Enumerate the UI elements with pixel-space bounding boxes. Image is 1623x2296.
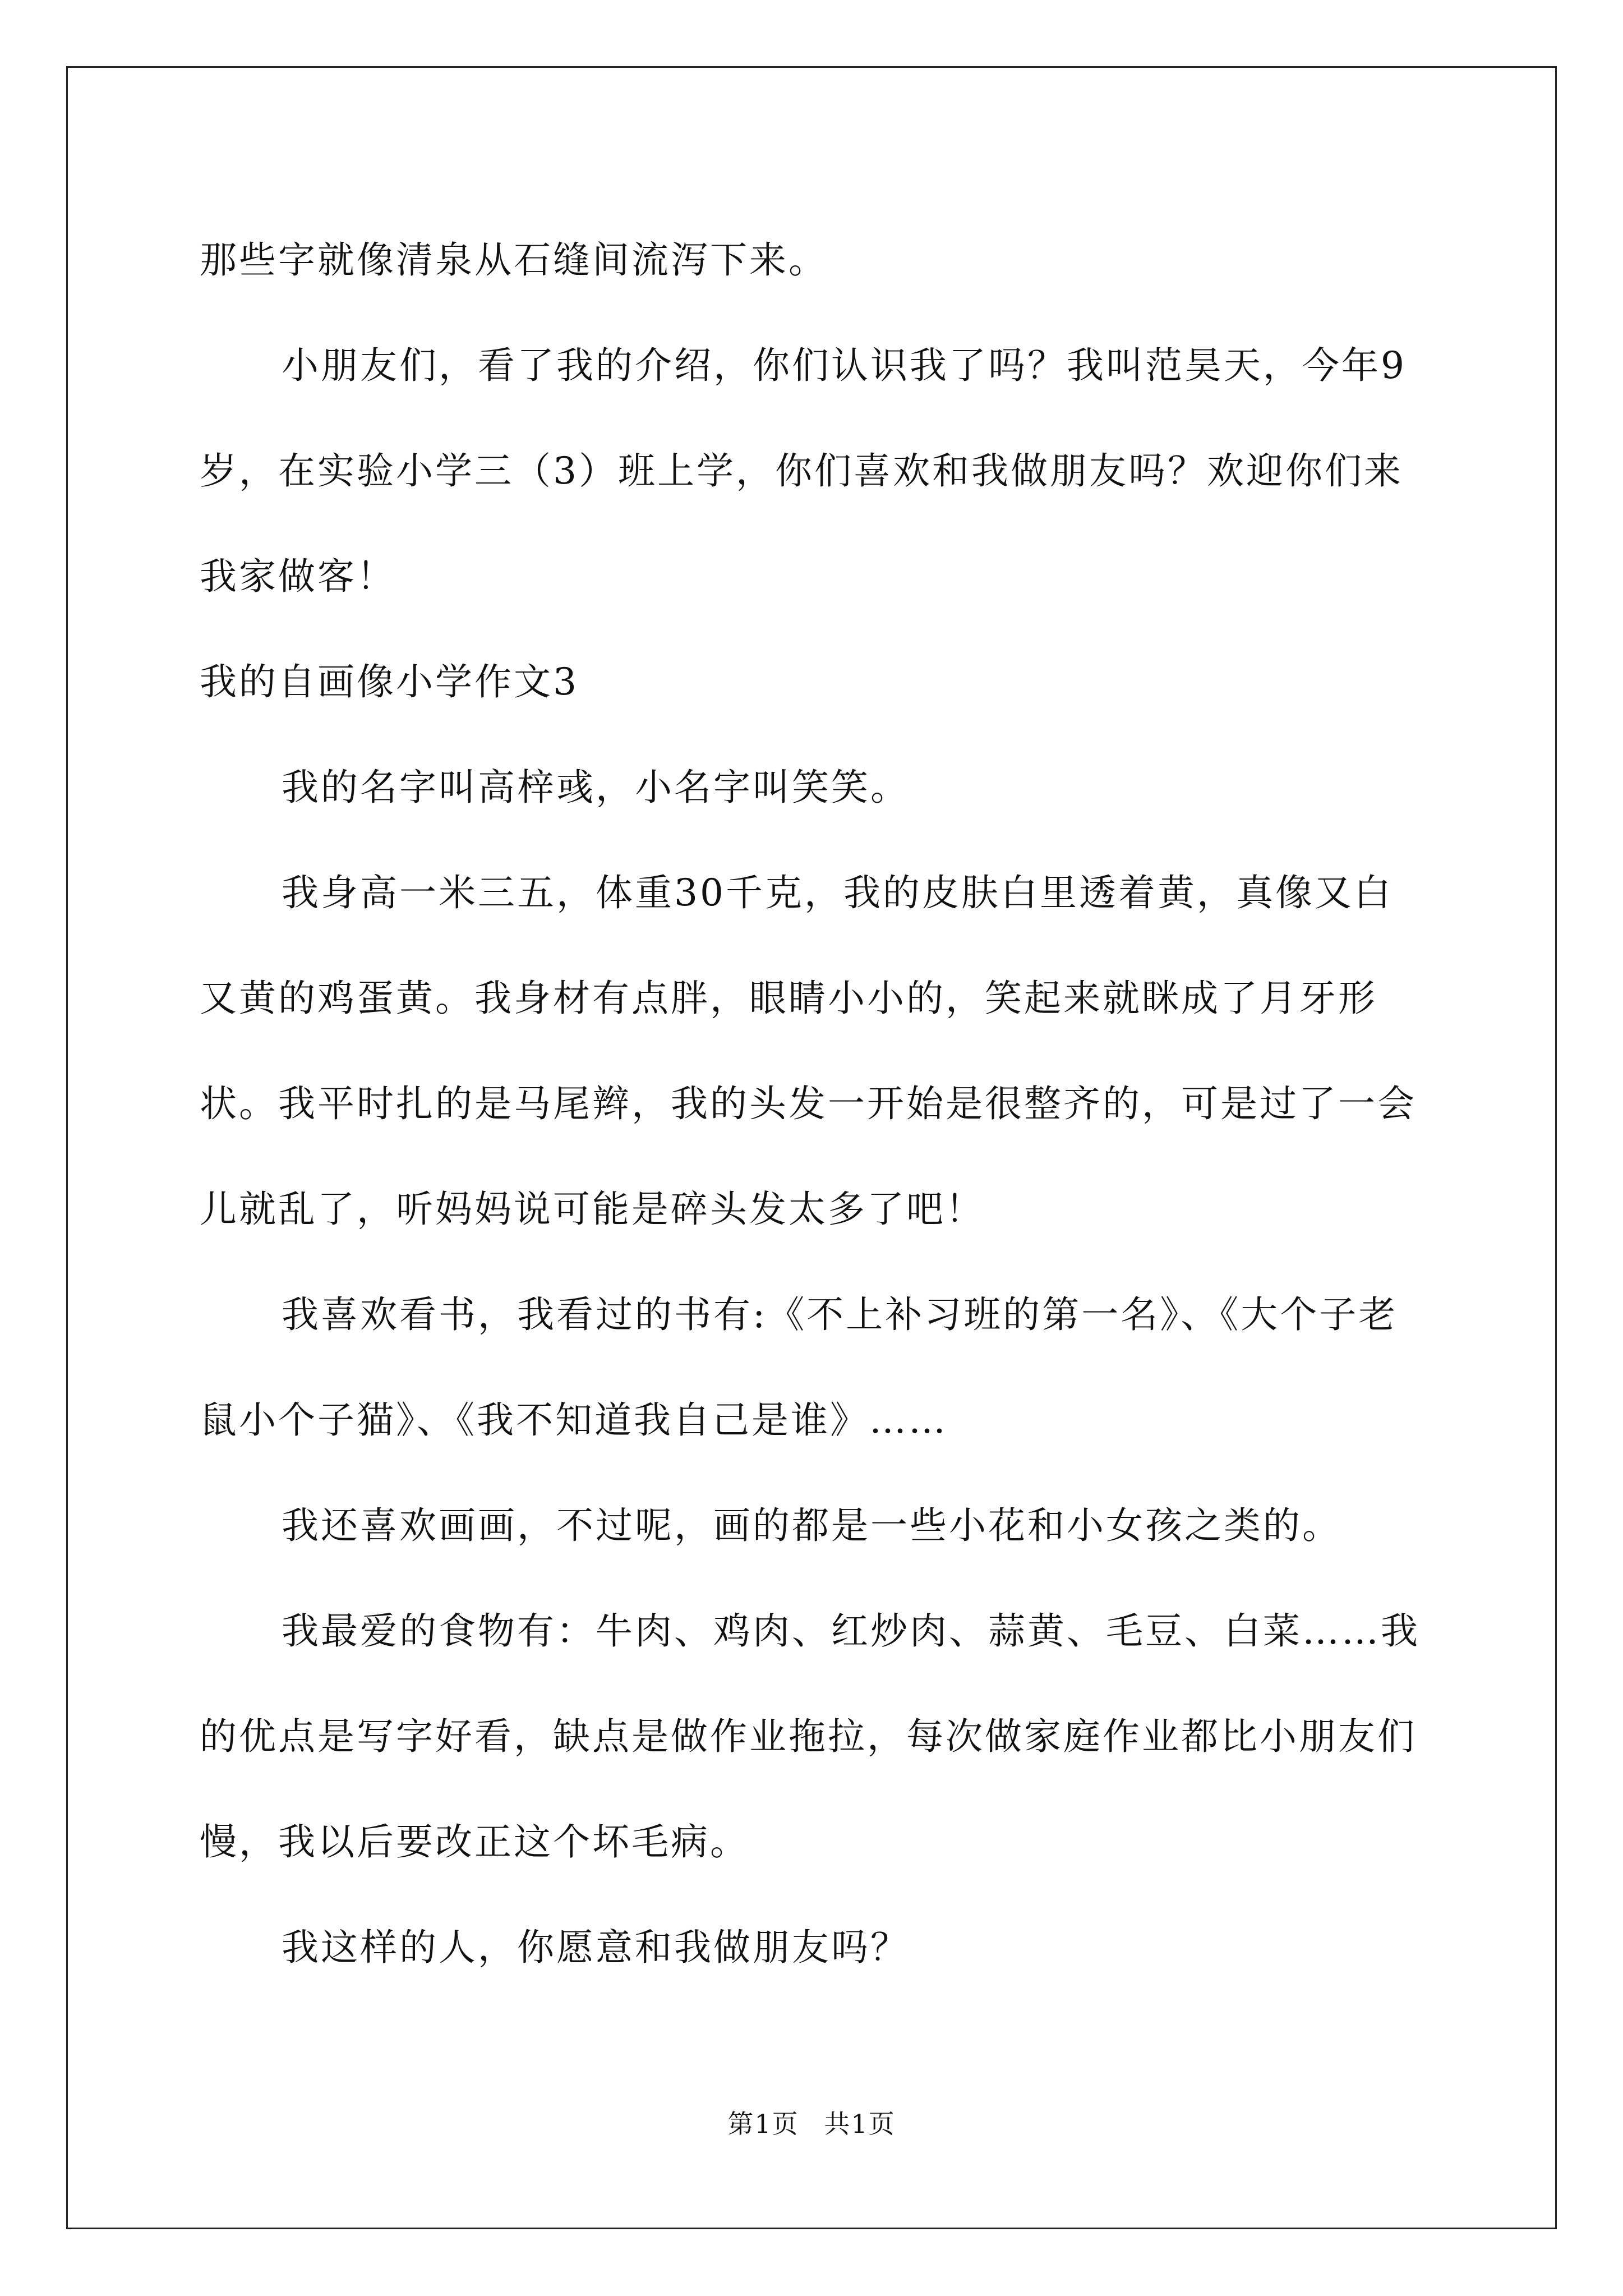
document-body <box>200 208 1428 2000</box>
paragraph: 我的名字叫高梓彧，小名字叫笑笑。 <box>282 766 910 809</box>
paragraph: 我最爱的食物有：牛肉、鸡肉、红炒肉、蒜黄、毛豆、白菜……我的优点是写字好看，缺点是做作业拖拉，每次做家庭作业都比小朋友们慢，我以后要改正这个坏毛病。 <box>200 1609 1420 1864</box>
paragraph: 我身高一米三五，体重30千克，我的皮肤白里透着黄，真像又白又黄的鸡蛋黄。我身材有点胖，眼睛小小的，笑起来就眯成了月牙形状。我平时扎的是马尾辫，我的头发一开始是很整齐的，可是过了一会儿就乱了，听妈妈说可能是碎头发太多了吧！ <box>200 871 1417 1231</box>
paragraph: 小朋友们，看了我的介绍，你们认识我了吗？我叫范昊天，今年9岁，在实验小学三（3）班上学，你们喜欢和我做朋友吗？欢迎你们来我家做客！ <box>200 344 1407 598</box>
paragraph: 我还喜欢画画，不过呢，画的都是一些小花和小女孩之类的。 <box>282 1504 1341 1547</box>
paragraph: 我这样的人，你愿意和我做朋友吗？ <box>282 1926 910 1969</box>
page-footer <box>0 2104 1623 2141</box>
page-number: 第1页 <box>727 2109 799 2139</box>
paragraph: 那些字就像清泉从石缝间流泻下来。 <box>200 238 828 282</box>
paragraph: 我喜欢看书，我看过的书有:《不上补习班的第一名》、《大个子老鼠小个子猫》、《我不知道我自己是谁》…… <box>200 1293 1398 1442</box>
page-total: 共1页 <box>824 2109 896 2139</box>
section-heading: 我的自画像小学作文3 <box>200 660 579 703</box>
